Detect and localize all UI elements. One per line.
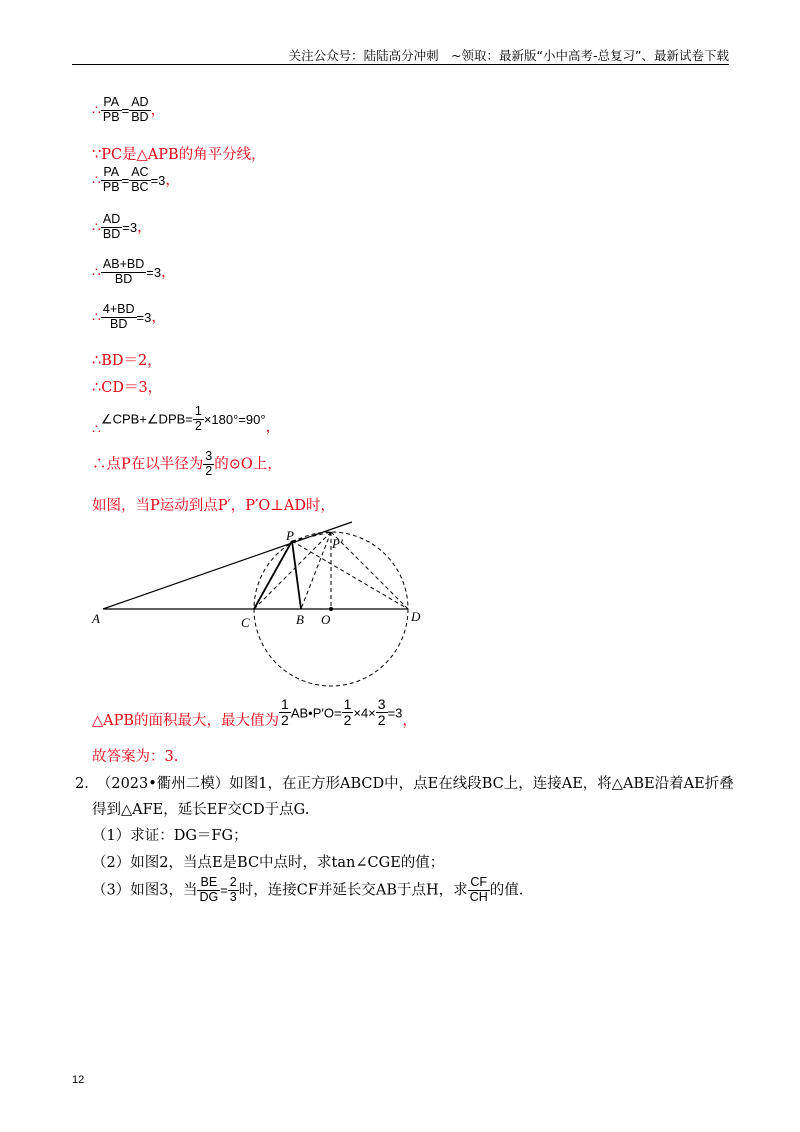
dash-p2b — [301, 532, 331, 609]
label-d: D — [411, 609, 421, 624]
solution-line-12: △APB的面积最大，最大值为 $\frac{1}{2}$ AB•P′O= $\frac{1}{2}$ ×4× $\frac{3}{2}$ =3， — [92, 696, 417, 729]
question-2-part-1: （1）求证：DG＝FG； — [92, 828, 248, 844]
solution-line-2: ∵PC是△APB的角平分线， — [92, 147, 266, 163]
solution-line-1: ∴ $\frac{PA}{PB}$ = $\frac{AD}{BD}$ ， — [92, 95, 166, 124]
solution-line-8: ∴CD＝3， — [92, 380, 163, 396]
label-p-prime: P′ — [332, 536, 343, 551]
solution-line-7: ∴BD＝2， — [92, 353, 162, 369]
solution-line-4: ∴ $\frac{AD}{BD}$ =3， — [92, 212, 152, 241]
question-2-part-2: （2）如图2，当点E是BC中点时，求tan∠CGE的值； — [92, 855, 445, 871]
label-b: B — [296, 612, 304, 627]
label-a: A — [92, 611, 100, 626]
page-number: 12 — [72, 1074, 85, 1086]
tangent-line — [103, 522, 352, 609]
geometry-figure — [85, 515, 425, 695]
page-header — [72, 40, 729, 65]
segment-pc — [254, 541, 292, 609]
segment-pb — [292, 541, 301, 609]
label-o: O — [321, 612, 331, 627]
solution-line-5: ∴ $\frac{AB+BD}{BD}$ =3， — [92, 257, 176, 286]
solution-line-9: ∴∠CPB+∠DPB= $\frac{1}{2}$ ×180°=90°， — [92, 404, 281, 438]
point-o — [329, 607, 333, 611]
header-text: 关注公众号：陆陆高分冲刺 ~领取：最新版“小中高考-总复习”、最新试卷下载 — [288, 48, 729, 63]
label-c: C — [241, 615, 250, 630]
question-2-line-1: 2. （2023•衢州二模）如图1，在正方形ABCD中，点E在线段BC上，连接AE，将△ABE沿着AE折叠 — [75, 776, 734, 792]
label-p: P — [286, 528, 294, 543]
question-2-part-3: （3）如图3，当 $\frac{BE}{DG}$ = $\frac{2}{3}$ 时，连接CF并延长交AB于点H，求 $\frac{CF}{CH}$ 的值. — [92, 875, 524, 904]
solution-line-11: 如图，当P运动到点P′，P′O⊥AD时， — [92, 498, 335, 514]
solution-line-6: ∴ $\frac{4+BD}{BD}$ =3， — [92, 302, 166, 331]
solution-line-13: 故答案为：3. — [92, 749, 179, 765]
dash-pd — [292, 541, 408, 609]
solution-line-3: ∴ $\frac{PA}{PB}$ = $\frac{AC}{BC}$ =3， — [92, 165, 180, 194]
question-2-line-2: 得到△AFE，延长EF交CD于点G. — [92, 802, 310, 818]
solution-line-10: ∴点P在以半径为 $\frac{3}{2}$ 的⊙O上， — [92, 449, 282, 478]
